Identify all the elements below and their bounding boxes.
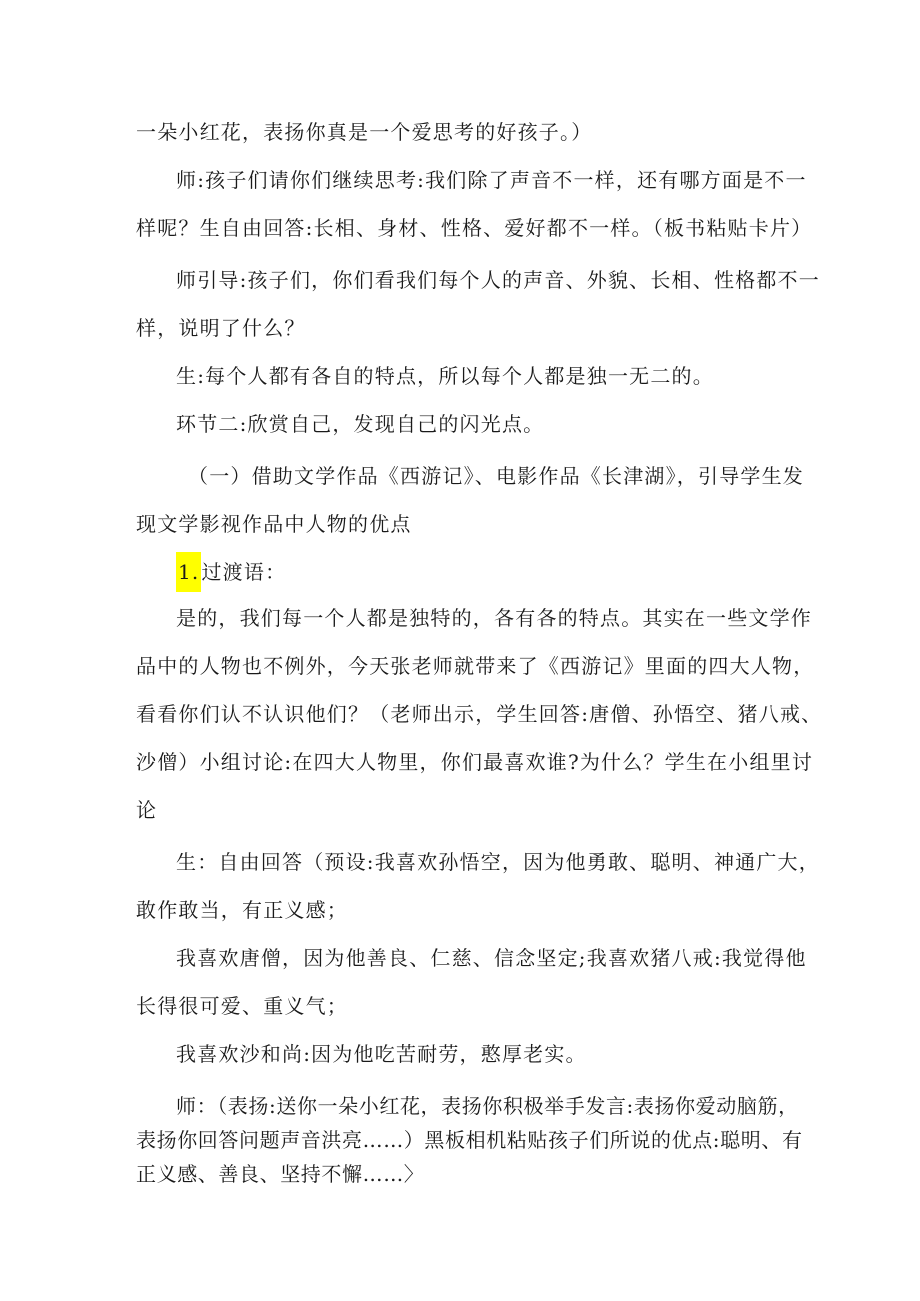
highlighted-item-number: 1.	[176, 552, 201, 592]
paragraph-line: 生:每个人都有各自的特点，所以每个人都是独一无二的。	[176, 364, 714, 388]
list-item	[0, 552, 920, 592]
paragraph-line: 一朵小红花，表扬你真是一个爱思考的好孩子。）	[136, 120, 593, 144]
paragraph-line: 长得很可爱、重义气；	[136, 994, 348, 1018]
paragraph-line: 沙僧）小组讨论:在四大人物里，你们最喜欢谁?为什么？学生在小组里讨	[136, 750, 814, 774]
subsection-heading: （一）借助文学作品《西游记》、电影作品《长津湖》，引导学生发	[188, 464, 804, 488]
paragraph-line: 样，说明了什么？	[136, 316, 306, 340]
paragraph-line: 生：自由回答（预设:我喜欢孙悟空，因为他勇敢、聪明、神通广大，	[176, 850, 820, 874]
paragraph-line: 师:孩子们请你们继续思考:我们除了声音不一样，还有哪方面是不一	[176, 168, 807, 192]
paragraph-line: 正义感、善良、坚持不懈……〉	[136, 1162, 425, 1186]
paragraph-line: 师：（表扬:送你一朵小红花，表扬你积极举手发言:表扬你爱动脑筋，	[176, 1094, 799, 1118]
paragraph-line: 品中的人物也不例外，今天张老师就带来了《西游记》里面的四大人物，	[136, 654, 815, 678]
paragraph-line: 敢作敢当，有正义感；	[136, 898, 348, 922]
paragraph-line: 看看你们认不认识他们？（老师出示，学生回答:唐僧、孙悟空、猪八戒、	[136, 702, 823, 726]
paragraph-line: 样呢？生自由回答:长相、身材、性格、爱好都不一样。（板书粘贴卡片）	[136, 216, 813, 240]
paragraph-line: 师引导:孩子们，你们看我们每个人的声音、外貌、长相、性格都不一	[176, 268, 820, 292]
paragraph-line: 论	[136, 798, 158, 822]
paragraph-line: 表扬你回答问题声音洪亮……）黑板相机粘贴孩子们所说的优点:聪明、有	[136, 1128, 803, 1152]
paragraph-line: 我喜欢唐僧，因为他善良、仁慈、信念坚定;我喜欢猪八戒:我觉得他	[176, 946, 807, 970]
section-heading: 环节二:欣赏自己，发现自己的闪光点。	[176, 412, 545, 436]
list-item-label: 过渡语：	[201, 560, 287, 584]
paragraph-line: 我喜欢沙和尚:因为他吃苦耐劳，憨厚老实。	[176, 1042, 587, 1066]
paragraph-line: 是的，我们每一个人都是独特的，各有各的特点。其实在一些文学作	[176, 606, 812, 630]
subsection-heading: 现文学影视作品中人物的优点	[136, 512, 412, 536]
